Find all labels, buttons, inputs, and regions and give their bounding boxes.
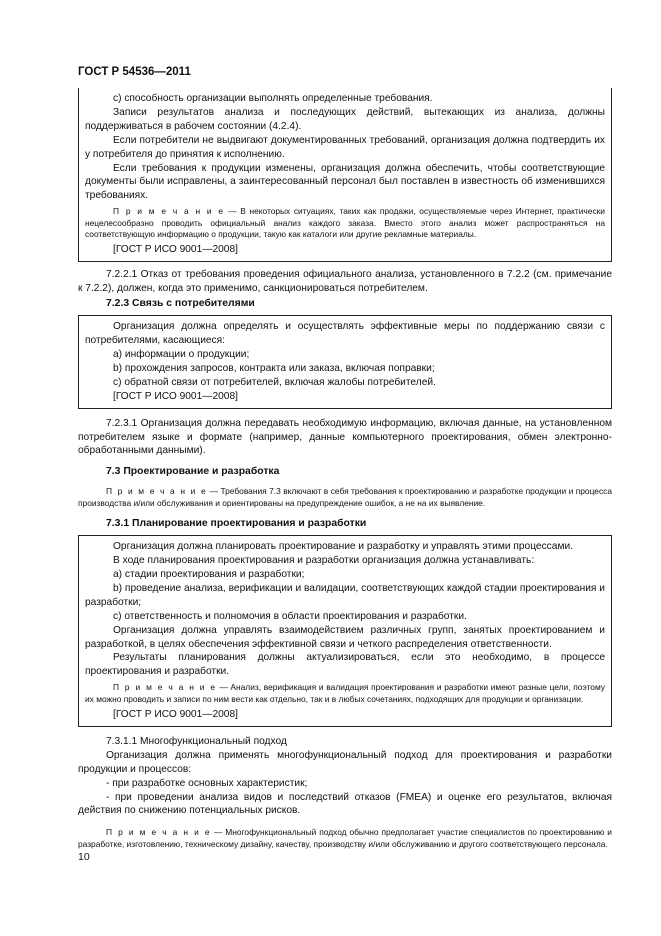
- standard-reference: [ГОСТ Р ИСО 9001—2008]: [113, 390, 238, 402]
- box-line: с) способность организации выполнять определенные требования.: [113, 93, 433, 104]
- box-line: Организация должна планировать проектирование и разработку и управлять этими процессами.: [113, 541, 573, 553]
- page-number: 10: [78, 851, 90, 863]
- paragraph-line: - при проведении анализа видов и последствий отказов (FMEA) и оценке его результатов, включая действия по снижению потенциальных рисков.: [78, 791, 612, 817]
- paragraph-line: - при разработке основных характеристик;: [106, 777, 308, 789]
- requirements-box-review: [78, 88, 612, 262]
- paragraph-7-2-3-1: 7.2.3.1 Организация должна передавать необходимую информацию, включая данные, на установленном потребителем языке и формате (например, данные компьютерного проектирования, обмен электронно-обработанными данными).: [78, 417, 612, 457]
- note-text: — Многофункциональный подход обычно предполагает участие специалистов по проектированию и разработке, изготовлению, техническому дизайну, качеству, производству и/или обслуживанию и другого соответствующего персонала.: [78, 827, 612, 849]
- box-line: Если требования к продукции изменены, организация должна обеспечить, чтобы соответствующие документы были исправлены, а заинтересованный персонал был поставлен в известность об изменившихся требованиях.: [85, 162, 605, 202]
- note-label: П р и м е ч а н и е: [113, 682, 217, 693]
- note-label: П р и м е ч а н и е: [106, 486, 208, 497]
- note: [85, 206, 605, 240]
- note-7-3: [78, 486, 612, 509]
- paragraph-line: Организация должна применять многофункциональный подход для проектирования и разработки продукции и процессов:: [78, 749, 612, 775]
- box-line: Если потребители не выдвигают документированных требований, организация должна подтвердить их у потребителя до принятия к исполнению.: [85, 134, 605, 160]
- note-text: — Требования 7.3 включают в себя требования к проектированию и разработке продукции и процесса производства и/или обслуживания и ориентированы на предупреждение ошибок, а не на их выявление.: [78, 486, 612, 508]
- note: [85, 682, 605, 705]
- document-header: ГОСТ Р 54536—2011: [78, 66, 191, 78]
- section-heading-7-3: 7.3 Проектирование и разработка: [106, 466, 280, 478]
- box-line: Записи результатов анализа и последующих действий, вытекающих из анализа, должны поддерживаться в рабочем состоянии (4.2.4).: [85, 106, 605, 132]
- paragraph-7-3-1-1-title: 7.3.1.1 Многофункциональный подход: [106, 735, 287, 747]
- page-content: [78, 88, 612, 853]
- note-label: П р и м е ч а н и е: [106, 827, 212, 838]
- note-text: — Анализ, верификация и валидация проектирования и разработки имеют разные цели, поэтому их можно проводить и записи по ним вести как отдельно, так и в любых сочетаниях, подходящих для продукции и организации.: [85, 682, 605, 704]
- standard-reference: [ГОСТ Р ИСО 9001—2008]: [113, 244, 238, 256]
- box-line: В ходе планирования проектирования и разработки организация должна устанавливать:: [113, 555, 535, 567]
- box-line: b) проведение анализа, верификации и валидации, соответствующих каждой стадии проектирования и разработки;: [85, 582, 605, 608]
- box-line: a) информации о продукции;: [113, 349, 250, 360]
- paragraph-7-2-2-1: 7.2.2.1 Отказ от требования проведения официального анализа, установленного в 7.2.2 (см. примечание к 7.2.2), должен, когда это применимо, санкционироваться потребителем.: [78, 269, 612, 295]
- box-line: Организация должна управлять взаимодействием различных групп, занятых проектированием и разработкой, в целях обеспечения эффективной связи и четкого распределения ответственности.: [85, 624, 605, 650]
- box-line: Результаты планирования должны актуализироваться, если это необходимо, в процессе проектирования и разработки.: [85, 652, 605, 678]
- box-line: а) стадии проектирования и разработки;: [113, 568, 305, 580]
- section-heading-7-2-3: 7.2.3 Связь с потребителями: [106, 298, 255, 310]
- note-text: — В некоторых ситуациях, таких как продажи, осуществляемые через Интернет, практически нецелесообразно проводить официальный анализ каждого заказа. Вместо этого анализ может распространяться на соответствующую информацию о продукции, такую как каталоги или другие рекламные материалы.: [85, 206, 605, 240]
- box-line: c) обратной связи от потребителей, включая жалобы потребителей.: [113, 376, 436, 388]
- requirements-box-planning: [78, 535, 612, 727]
- section-heading-7-3-1: 7.3.1 Планирование проектирования и разработки: [106, 518, 367, 530]
- box-line: Организация должна определять и осуществлять эффективные меры по поддержанию связи с потребителями, касающиеся:: [85, 321, 605, 347]
- box-line: c) ответственность и полномочия в области проектирования и разработки.: [113, 610, 467, 622]
- requirements-box-communication: [78, 315, 612, 408]
- note-label: П р и м е ч а н и е: [113, 206, 225, 217]
- box-line: b) прохождения запросов, контракта или заказа, включая поправки;: [113, 362, 435, 374]
- standard-reference: [ГОСТ Р ИСО 9001—2008]: [113, 709, 238, 721]
- note-7-3-1-1: [78, 827, 612, 850]
